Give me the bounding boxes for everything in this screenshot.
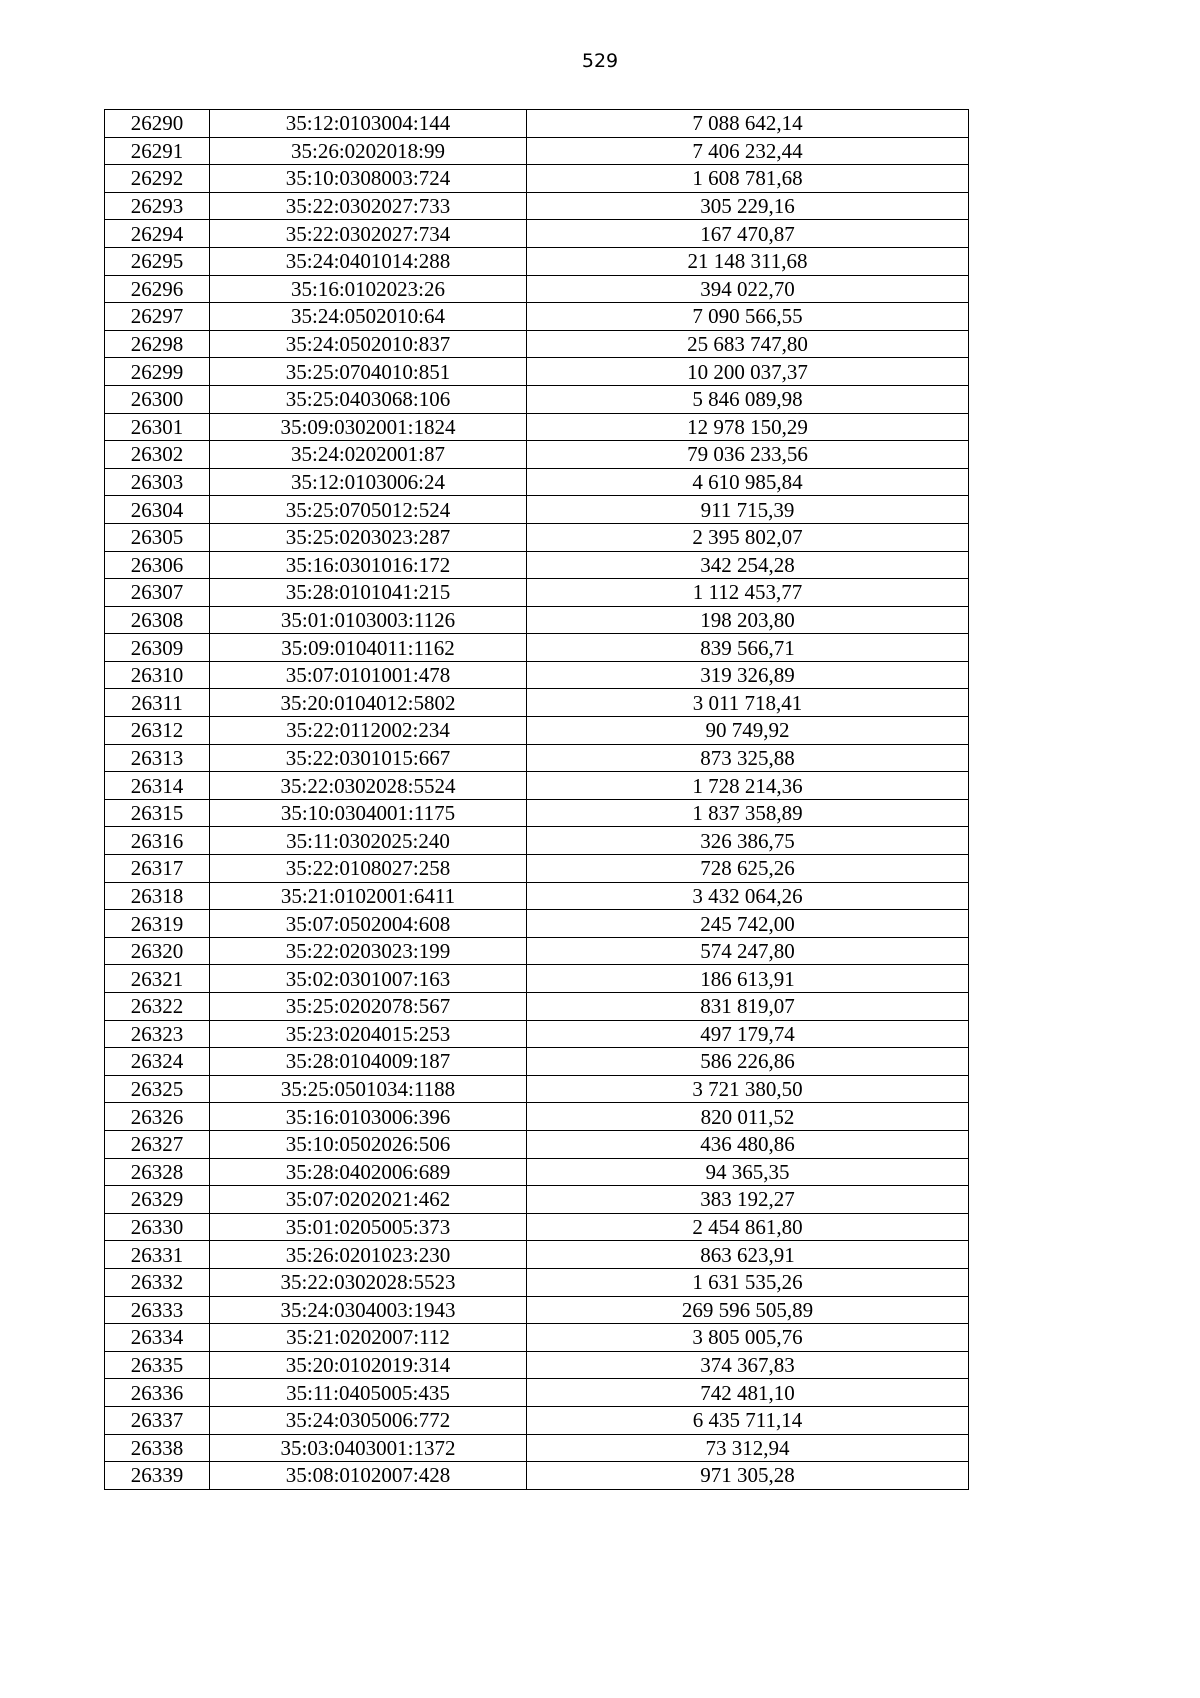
row-number-cell: 26337 <box>105 1406 210 1434</box>
cadastral-number-cell: 35:03:0403001:1372 <box>210 1434 527 1462</box>
row-number-cell: 26336 <box>105 1379 210 1407</box>
row-number-cell: 26299 <box>105 358 210 386</box>
cadastral-number-cell: 35:22:0302028:5523 <box>210 1268 527 1296</box>
cadastral-number-cell: 35:25:0501034:1188 <box>210 1075 527 1103</box>
row-number-cell: 26332 <box>105 1268 210 1296</box>
table-row <box>105 1241 969 1269</box>
cadastral-value-cell: 1 631 535,26 <box>527 1268 969 1296</box>
table-row <box>105 192 969 220</box>
cadastral-value-cell: 971 305,28 <box>527 1462 969 1490</box>
row-number-cell: 26331 <box>105 1241 210 1269</box>
cadastral-number-cell: 35:25:0203023:287 <box>210 523 527 551</box>
cadastral-number-cell: 35:26:0202018:99 <box>210 137 527 165</box>
cadastral-number-cell: 35:24:0202001:87 <box>210 441 527 469</box>
table-row <box>105 717 969 745</box>
cadastral-number-cell: 35:22:0301015:667 <box>210 744 527 772</box>
row-number-cell: 26320 <box>105 937 210 965</box>
cadastral-value-cell: 742 481,10 <box>527 1379 969 1407</box>
cadastral-value-cell: 305 229,16 <box>527 192 969 220</box>
cadastral-value-cell: 167 470,87 <box>527 220 969 248</box>
cadastral-value-cell: 186 613,91 <box>527 965 969 993</box>
cadastral-number-cell: 35:24:0305006:772 <box>210 1406 527 1434</box>
table-row <box>105 551 969 579</box>
table-row <box>105 220 969 248</box>
row-number-cell: 26303 <box>105 468 210 496</box>
table-row <box>105 523 969 551</box>
cadastral-number-cell: 35:08:0102007:428 <box>210 1462 527 1490</box>
cadastral-number-cell: 35:24:0401014:288 <box>210 247 527 275</box>
cadastral-number-cell: 35:21:0102001:6411 <box>210 882 527 910</box>
table-row <box>105 1020 969 1048</box>
cadastral-value-cell: 73 312,94 <box>527 1434 969 1462</box>
row-number-cell: 26315 <box>105 799 210 827</box>
cadastral-number-cell: 35:22:0108027:258 <box>210 855 527 883</box>
cadastral-value-cell: 436 480,86 <box>527 1130 969 1158</box>
cadastral-value-cell: 6 435 711,14 <box>527 1406 969 1434</box>
table-row <box>105 1130 969 1158</box>
cadastral-number-cell: 35:11:0405005:435 <box>210 1379 527 1407</box>
row-number-cell: 26311 <box>105 689 210 717</box>
row-number-cell: 26328 <box>105 1158 210 1186</box>
cadastral-number-cell: 35:25:0704010:851 <box>210 358 527 386</box>
cadastral-number-cell: 35:01:0103003:1126 <box>210 606 527 634</box>
cadastral-number-cell: 35:22:0302027:733 <box>210 192 527 220</box>
row-number-cell: 26304 <box>105 496 210 524</box>
cadastral-number-cell: 35:20:0102019:314 <box>210 1351 527 1379</box>
cadastral-value-cell: 319 326,89 <box>527 661 969 689</box>
row-number-cell: 26310 <box>105 661 210 689</box>
cadastral-number-cell: 35:09:0104011:1162 <box>210 634 527 662</box>
cadastral-value-cell: 269 596 505,89 <box>527 1296 969 1324</box>
table-row <box>105 1324 969 1352</box>
row-number-cell: 26316 <box>105 827 210 855</box>
cadastral-value-cell: 831 819,07 <box>527 993 969 1021</box>
cadastral-value-cell: 90 749,92 <box>527 717 969 745</box>
table-row <box>105 303 969 331</box>
table-row <box>105 247 969 275</box>
cadastral-value-cell: 198 203,80 <box>527 606 969 634</box>
table-row <box>105 1213 969 1241</box>
cadastral-number-cell: 35:11:0302025:240 <box>210 827 527 855</box>
table-row <box>105 468 969 496</box>
row-number-cell: 26298 <box>105 330 210 358</box>
cadastral-number-cell: 35:09:0302001:1824 <box>210 413 527 441</box>
table-row <box>105 1434 969 1462</box>
cadastral-value-cell: 4 610 985,84 <box>527 468 969 496</box>
cadastral-value-cell: 7 090 566,55 <box>527 303 969 331</box>
page-number: 529 <box>581 50 619 72</box>
cadastral-number-cell: 35:21:0202007:112 <box>210 1324 527 1352</box>
cadastral-number-cell: 35:25:0202078:567 <box>210 993 527 1021</box>
row-number-cell: 26334 <box>105 1324 210 1352</box>
table-row <box>105 1158 969 1186</box>
table-row <box>105 634 969 662</box>
cadastral-value-cell: 383 192,27 <box>527 1186 969 1214</box>
cadastral-number-cell: 35:23:0204015:253 <box>210 1020 527 1048</box>
row-number-cell: 26306 <box>105 551 210 579</box>
table-row <box>105 1351 969 1379</box>
cadastral-number-cell: 35:24:0304003:1943 <box>210 1296 527 1324</box>
table-row <box>105 1186 969 1214</box>
cadastral-value-cell: 586 226,86 <box>527 1048 969 1076</box>
cadastral-value-cell: 3 805 005,76 <box>527 1324 969 1352</box>
cadastral-number-cell: 35:02:0301007:163 <box>210 965 527 993</box>
table-row <box>105 441 969 469</box>
cadastral-value-cell: 497 179,74 <box>527 1020 969 1048</box>
cadastral-value-cell: 728 625,26 <box>527 855 969 883</box>
row-number-cell: 26339 <box>105 1462 210 1490</box>
row-number-cell: 26325 <box>105 1075 210 1103</box>
row-number-cell: 26327 <box>105 1130 210 1158</box>
cadastral-value-cell: 5 846 089,98 <box>527 385 969 413</box>
row-number-cell: 26301 <box>105 413 210 441</box>
cadastral-value-cell: 79 036 233,56 <box>527 441 969 469</box>
table-row <box>105 413 969 441</box>
cadastral-value-cell: 839 566,71 <box>527 634 969 662</box>
table-row <box>105 606 969 634</box>
cadastral-number-cell: 35:24:0502010:64 <box>210 303 527 331</box>
row-number-cell: 26338 <box>105 1434 210 1462</box>
cadastral-number-cell: 35:10:0304001:1175 <box>210 799 527 827</box>
row-number-cell: 26312 <box>105 717 210 745</box>
table-row <box>105 882 969 910</box>
cadastral-value-cell: 7 406 232,44 <box>527 137 969 165</box>
table-row <box>105 661 969 689</box>
table-body <box>105 110 969 1490</box>
table-row <box>105 855 969 883</box>
row-number-cell: 26296 <box>105 275 210 303</box>
row-number-cell: 26290 <box>105 110 210 138</box>
row-number-cell: 26308 <box>105 606 210 634</box>
table-row <box>105 385 969 413</box>
cadastral-number-cell: 35:12:0103006:24 <box>210 468 527 496</box>
cadastral-number-cell: 35:28:0402006:689 <box>210 1158 527 1186</box>
cadastral-number-cell: 35:07:0202021:462 <box>210 1186 527 1214</box>
cadastral-value-cell: 873 325,88 <box>527 744 969 772</box>
cadastral-number-cell: 35:22:0112002:234 <box>210 717 527 745</box>
row-number-cell: 26323 <box>105 1020 210 1048</box>
row-number-cell: 26295 <box>105 247 210 275</box>
row-number-cell: 26318 <box>105 882 210 910</box>
row-number-cell: 26300 <box>105 385 210 413</box>
row-number-cell: 26307 <box>105 579 210 607</box>
cadastral-value-cell: 911 715,39 <box>527 496 969 524</box>
table-row <box>105 110 969 138</box>
cadastral-number-cell: 35:20:0104012:5802 <box>210 689 527 717</box>
table-row <box>105 744 969 772</box>
table-row <box>105 993 969 1021</box>
cadastral-value-cell: 245 742,00 <box>527 910 969 938</box>
cadastral-value-cell: 94 365,35 <box>527 1158 969 1186</box>
row-number-cell: 26333 <box>105 1296 210 1324</box>
table-row <box>105 1406 969 1434</box>
cadastral-value-table <box>104 109 969 1490</box>
cadastral-number-cell: 35:16:0301016:172 <box>210 551 527 579</box>
cadastral-value-cell: 10 200 037,37 <box>527 358 969 386</box>
row-number-cell: 26313 <box>105 744 210 772</box>
cadastral-value-cell: 3 432 064,26 <box>527 882 969 910</box>
cadastral-number-cell: 35:16:0102023:26 <box>210 275 527 303</box>
row-number-cell: 26302 <box>105 441 210 469</box>
cadastral-number-cell: 35:01:0205005:373 <box>210 1213 527 1241</box>
table-row <box>105 275 969 303</box>
cadastral-value-cell: 1 608 781,68 <box>527 165 969 193</box>
cadastral-number-cell: 35:07:0101001:478 <box>210 661 527 689</box>
table-row <box>105 1379 969 1407</box>
row-number-cell: 26335 <box>105 1351 210 1379</box>
row-number-cell: 26293 <box>105 192 210 220</box>
table-row <box>105 1296 969 1324</box>
table-row <box>105 1462 969 1490</box>
row-number-cell: 26309 <box>105 634 210 662</box>
row-number-cell: 26297 <box>105 303 210 331</box>
row-number-cell: 26317 <box>105 855 210 883</box>
cadastral-value-cell: 820 011,52 <box>527 1103 969 1131</box>
row-number-cell: 26322 <box>105 993 210 1021</box>
cadastral-value-cell: 2 395 802,07 <box>527 523 969 551</box>
cadastral-number-cell: 35:28:0101041:215 <box>210 579 527 607</box>
row-number-cell: 26292 <box>105 165 210 193</box>
table-row <box>105 579 969 607</box>
cadastral-value-cell: 1 728 214,36 <box>527 772 969 800</box>
cadastral-value-cell: 12 978 150,29 <box>527 413 969 441</box>
cadastral-value-cell: 326 386,75 <box>527 827 969 855</box>
table-row <box>105 1075 969 1103</box>
cadastral-number-cell: 35:07:0502004:608 <box>210 910 527 938</box>
cadastral-number-cell: 35:10:0308003:724 <box>210 165 527 193</box>
cadastral-number-cell: 35:22:0302028:5524 <box>210 772 527 800</box>
cadastral-number-cell: 35:25:0403068:106 <box>210 385 527 413</box>
cadastral-value-cell: 374 367,83 <box>527 1351 969 1379</box>
cadastral-number-cell: 35:24:0502010:837 <box>210 330 527 358</box>
cadastral-value-cell: 394 022,70 <box>527 275 969 303</box>
table-row <box>105 1048 969 1076</box>
cadastral-value-cell: 3 721 380,50 <box>527 1075 969 1103</box>
row-number-cell: 26324 <box>105 1048 210 1076</box>
cadastral-number-cell: 35:10:0502026:506 <box>210 1130 527 1158</box>
cadastral-value-cell: 863 623,91 <box>527 1241 969 1269</box>
row-number-cell: 26326 <box>105 1103 210 1131</box>
row-number-cell: 26319 <box>105 910 210 938</box>
table-row <box>105 827 969 855</box>
cadastral-number-cell: 35:12:0103004:144 <box>210 110 527 138</box>
table-row <box>105 358 969 386</box>
table-row <box>105 689 969 717</box>
table-row <box>105 1103 969 1131</box>
cadastral-value-cell: 25 683 747,80 <box>527 330 969 358</box>
cadastral-value-cell: 2 454 861,80 <box>527 1213 969 1241</box>
row-number-cell: 26330 <box>105 1213 210 1241</box>
cadastral-number-cell: 35:16:0103006:396 <box>210 1103 527 1131</box>
table-row <box>105 165 969 193</box>
table-row <box>105 772 969 800</box>
table-row <box>105 137 969 165</box>
row-number-cell: 26314 <box>105 772 210 800</box>
table-row <box>105 937 969 965</box>
table-row <box>105 330 969 358</box>
row-number-cell: 26321 <box>105 965 210 993</box>
table-row <box>105 910 969 938</box>
table-row <box>105 496 969 524</box>
cadastral-value-cell: 1 112 453,77 <box>527 579 969 607</box>
cadastral-number-cell: 35:26:0201023:230 <box>210 1241 527 1269</box>
cadastral-value-cell: 3 011 718,41 <box>527 689 969 717</box>
cadastral-number-cell: 35:22:0302027:734 <box>210 220 527 248</box>
cadastral-value-cell: 1 837 358,89 <box>527 799 969 827</box>
table-row <box>105 799 969 827</box>
cadastral-value-cell: 574 247,80 <box>527 937 969 965</box>
cadastral-number-cell: 35:28:0104009:187 <box>210 1048 527 1076</box>
row-number-cell: 26291 <box>105 137 210 165</box>
cadastral-value-cell: 342 254,28 <box>527 551 969 579</box>
table-row <box>105 1268 969 1296</box>
cadastral-number-cell: 35:25:0705012:524 <box>210 496 527 524</box>
cadastral-value-cell: 21 148 311,68 <box>527 247 969 275</box>
row-number-cell: 26329 <box>105 1186 210 1214</box>
row-number-cell: 26305 <box>105 523 210 551</box>
row-number-cell: 26294 <box>105 220 210 248</box>
cadastral-number-cell: 35:22:0203023:199 <box>210 937 527 965</box>
table-row <box>105 965 969 993</box>
cadastral-value-cell: 7 088 642,14 <box>527 110 969 138</box>
